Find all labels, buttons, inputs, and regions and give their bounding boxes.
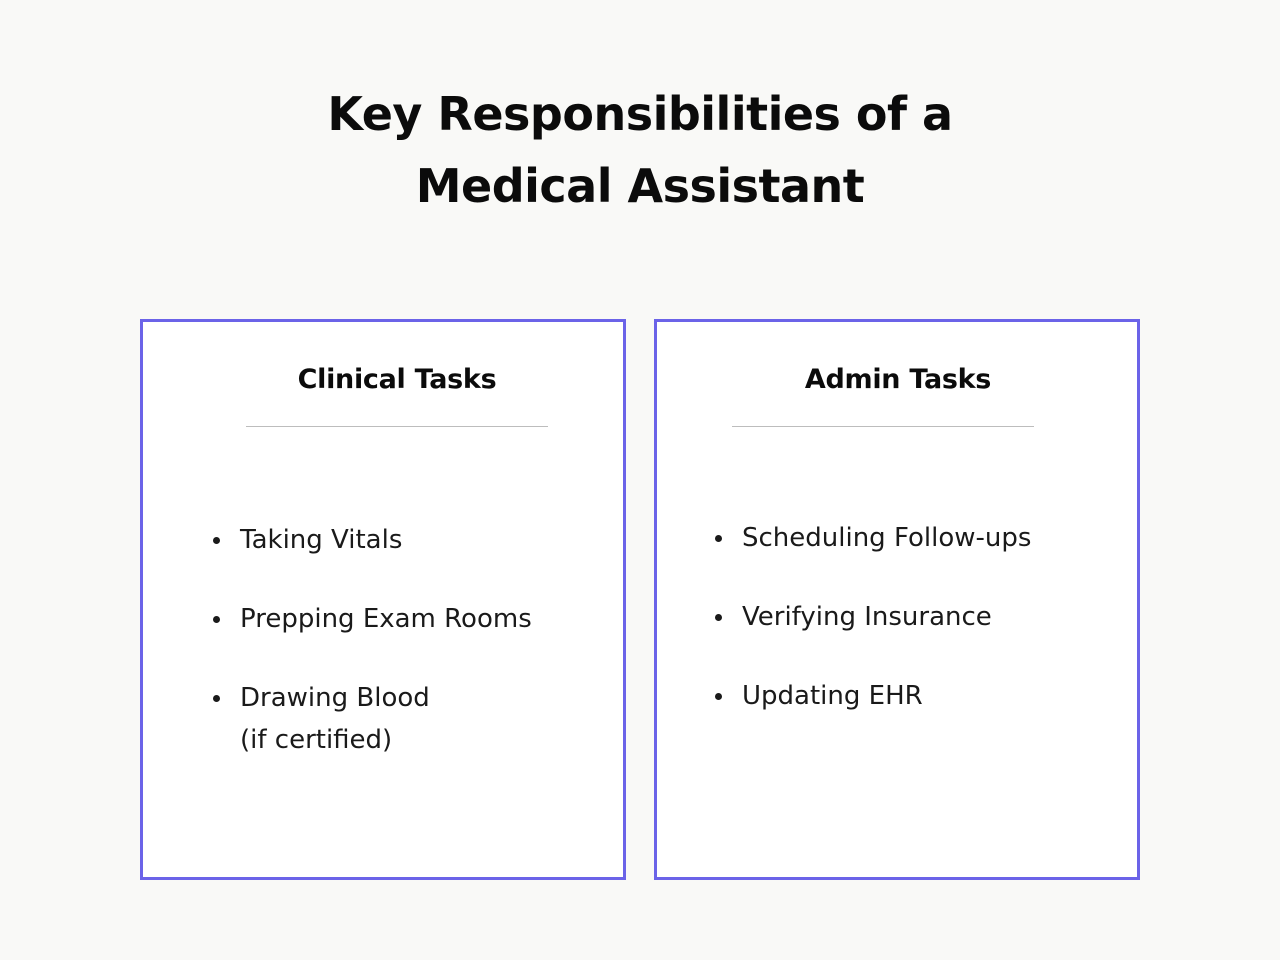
task-label: Scheduling Follow-ups — [742, 523, 1032, 553]
bullet-icon — [715, 693, 722, 700]
list-item — [213, 677, 532, 761]
task-label: Verifying Insurance — [742, 602, 992, 632]
admin-tasks-list — [715, 517, 1031, 754]
list-item — [213, 519, 532, 561]
title-line-2: Medical Assistant — [415, 159, 865, 213]
list-item — [715, 596, 1031, 638]
list-item — [213, 598, 532, 640]
bullet-icon — [715, 535, 722, 542]
list-item — [715, 517, 1031, 559]
title-line-1: Key Responsibilities of a — [327, 87, 953, 141]
task-label: Drawing Blood — [240, 683, 430, 713]
task-label: Prepping Exam Rooms — [240, 604, 532, 634]
bullet-icon — [715, 614, 722, 621]
clinical-tasks-divider — [246, 426, 548, 427]
list-item — [715, 675, 1031, 717]
bullet-icon — [213, 616, 220, 623]
clinical-tasks-list — [213, 519, 532, 798]
admin-tasks-divider — [732, 426, 1034, 427]
clinical-tasks-card — [140, 319, 626, 880]
bullet-icon — [213, 695, 220, 702]
task-label: Taking Vitals — [240, 525, 403, 555]
clinical-tasks-heading: Clinical Tasks — [297, 364, 497, 395]
task-note: (if certified) — [240, 725, 393, 755]
task-label: Updating EHR — [742, 681, 923, 711]
admin-tasks-card — [654, 319, 1140, 880]
bullet-icon — [213, 537, 220, 544]
admin-tasks-heading: Admin Tasks — [804, 364, 992, 395]
page-title — [0, 78, 1280, 222]
